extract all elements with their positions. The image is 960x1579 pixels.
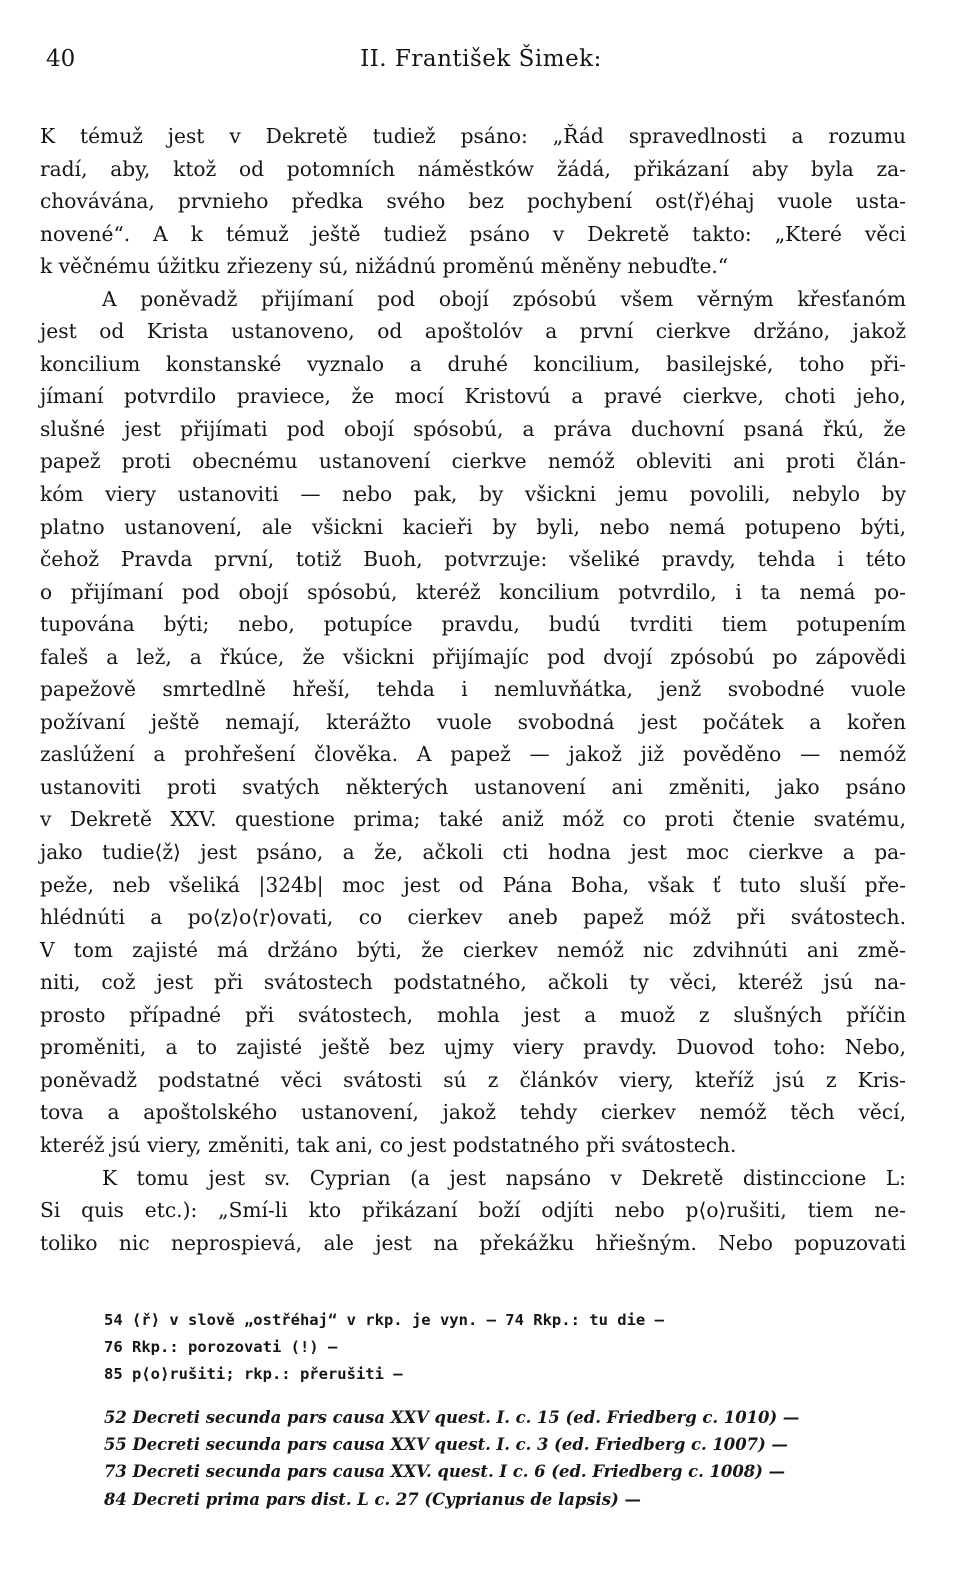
text-line: proměniti, a to zajisté ještě bez ujmy viery pravdy. Duovod toho: Nebo, — [40, 1035, 906, 1060]
text-line: radí, aby, ktož od potomních náměstków žádá, přikázaní aby byla za- — [40, 156, 906, 181]
text-line: požívaní ještě nemají, kterážto vuole svobodná jest počátek a kořen — [40, 709, 906, 734]
text-line: chovávána, prvnieho předka svého bez pochybení ost⟨ř⟩éhaj vuole usta- — [40, 189, 906, 214]
source-notes — [104, 1404, 864, 1513]
source-line: 55 Decreti secunda pars causa XXV quest. I. c. 3 (ed. Friedberg c. 1007) — — [104, 1435, 788, 1455]
text-line: slušné jest přijímati pod obojí spósobú, a práva duchovní psaná řkú, že — [40, 416, 906, 441]
text-line: k věčnému úžitku zřiezeny sú, nižádnú proměnú měněny nebuďte.“ — [40, 254, 729, 279]
text-line: A poněvadž přijímaní pod obojí zpósobú všem věrným křesťanóm — [102, 286, 906, 311]
source-line: 84 Decreti prima pars dist. L c. 27 (Cyprianus de lapsis) — — [104, 1489, 641, 1509]
text-line: faleš a lež, a řkúce, že všickni přijímajíc pod dvojí zpósobú po zápovědi — [40, 644, 906, 669]
text-line: platno ustanovení, ale všickni kacieři by byli, nebo nemá potupeno býti, — [40, 514, 906, 539]
page-number: 40 — [46, 46, 76, 72]
body-text — [40, 120, 906, 1259]
text-line: K tomu jest sv. Cyprian (a jest napsáno v Dekretě distinccione L: — [102, 1165, 906, 1190]
text-line: kóm viery ustanoviti — nebo pak, by všickni jemu povolili, nebylo by — [40, 482, 906, 507]
text-line: o přijímaní pod obojí spósobú, kteréž koncilium potvrdilo, i ta nemá po- — [40, 579, 906, 604]
source-line: 52 Decreti secunda pars causa XXV quest. I. c. 15 (ed. Friedberg c. 1010) — — [104, 1408, 800, 1427]
text-line: ustanoviti proti svatých některých ustanovení ani změniti, jako psáno — [40, 774, 906, 799]
note-line: 85 p⟨o⟩rušiti; rkp.: přerušiti — — [104, 1365, 403, 1383]
text-line: zaslúžení a prohřešení člověka. A papež — jakož již pověděno — nemóž — [40, 742, 906, 767]
text-line: papežově smrtedlně hřeší, tehda i nemluvňátka, jenž svobodné vuole — [40, 677, 906, 702]
text-line: V tom zajisté má držáno býti, že cierkev nemóž nic zdvihnúti ani změ- — [40, 937, 906, 962]
text-line: tova a apoštolského ustanovení, jakož tehdy cierkev nemóž těch věcí, — [40, 1100, 906, 1125]
text-line: K témuž jest v Dekretě tudiež psáno: „Řád spravedlnosti a rozumu — [40, 124, 906, 148]
text-line: v Dekretě XXV. questione prima; také aniž móž co proti čtenie svatému, — [40, 807, 906, 832]
textual-notes — [104, 1307, 844, 1388]
text-line: kteréž jsú viery, změniti, tak ani, co jest podstatného při svátostech. — [40, 1132, 737, 1157]
text-line: jako tudie⟨ž⟩ jest psáno, a že, ačkoli cti hodna jest moc cierkve a pa- — [40, 840, 906, 865]
page-header — [46, 46, 916, 80]
text-line: hlédnúti a po⟨z⟩o⟨r⟩ovati, co cierkev aneb papež móž při svátostech. — [40, 905, 906, 930]
text-line: prosto případné při svátostech, mohla jest a muož z slušných příčin — [40, 1002, 906, 1027]
text-line: niti, což jest při svátostech podstatného, ačkoli ty věci, kteréž jsú na- — [40, 970, 906, 995]
note-line: 76 Rkp.: porozovati (!) — — [104, 1338, 338, 1356]
text-line: poněvadž podstatné věci svátosti sú z článkóv viery, kteříž jsú z Kris- — [40, 1067, 906, 1092]
source-line: 73 Decreti secunda pars causa XXV. quest. I c. 6 (ed. Friedberg c. 1008) — — [104, 1462, 785, 1482]
text-line: čehož Pravda první, totiž Buoh, potvrzuje: všeliké pravdy, tehda i této — [40, 547, 906, 572]
text-line: tupována býti; nebo, potupíce pravdu, budú tvrditi tiem potupením — [40, 612, 906, 637]
text-line: jímaní potvrdilo praviece, že mocí Kristovú a pravé cierkve, choti jeho, — [40, 384, 906, 409]
text-line: jest od Krista ustanoveno, od apoštolóv a první cierkve držáno, jakož — [40, 319, 906, 344]
text-line: papež proti obecnému ustanovení cierkve nemóž obleviti ani proti člán- — [40, 449, 906, 474]
note-line: 54 ⟨ř⟩ v slově „ostřéhaj“ v rkp. je vyn. — 74 Rkp.: tu die — — [104, 1311, 664, 1329]
text-line: toliko nic neprospievá, ale jest na překážku hřiešným. Nebo popuzovati — [40, 1230, 906, 1255]
text-line: peže, neb všeliká |324b| moc jest od Pána Boha, však ť tuto sluší pře- — [40, 872, 906, 897]
text-line: novené“. A k témuž ještě tudiež psáno v Dekretě takto: „Které věci — [40, 221, 906, 246]
text-line: koncilium konstanské vyznalo a druhé koncilium, basilejské, toho při- — [40, 351, 906, 376]
text-line: Si quis etc.): „Smí-li kto přikázaní boží odjíti nebo p⟨o⟩rušiti, tiem ne- — [40, 1198, 906, 1223]
running-head: II. František Šimek: — [360, 46, 602, 72]
